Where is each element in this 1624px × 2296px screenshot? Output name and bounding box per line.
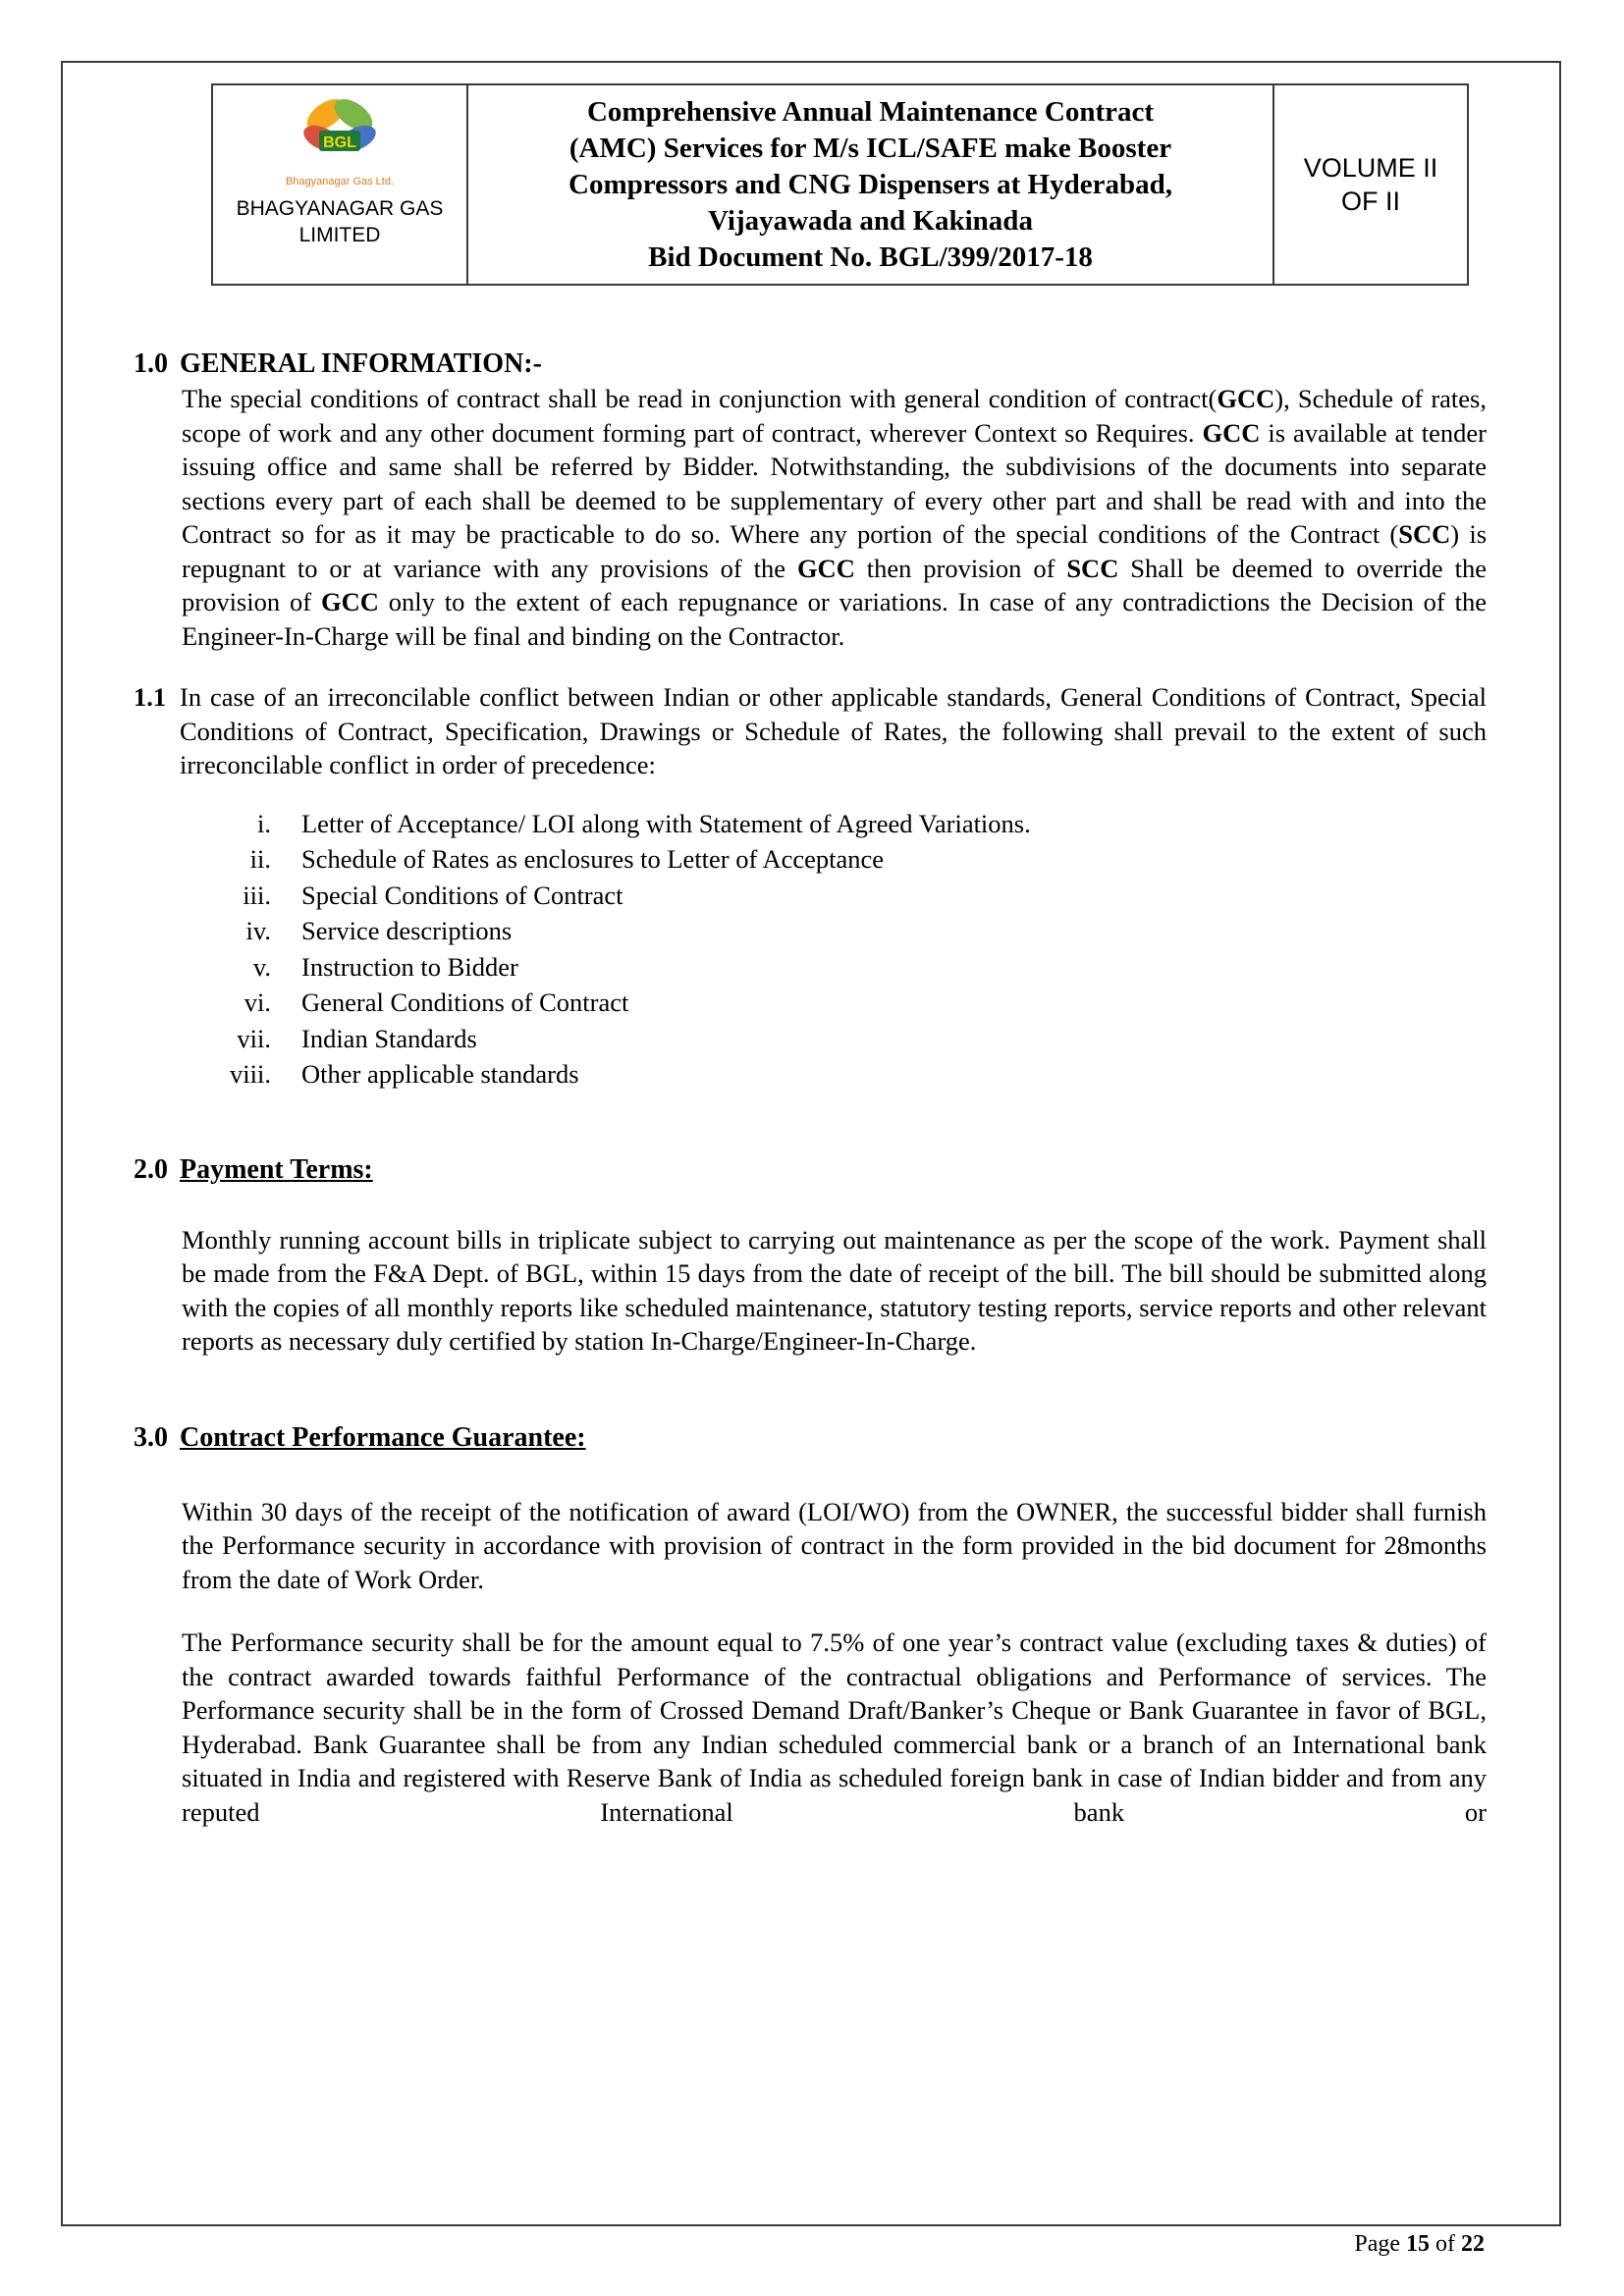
- list-item: [134, 806, 1487, 842]
- page-number-footer: [1354, 2230, 1485, 2258]
- volume-line-1: VOLUME II: [1303, 153, 1438, 183]
- section-2-paragraph: Monthly running account bills in triplicate subject to carrying out maintenance as per the scope of the work. Payment shall be made from the F&A Dept. of BGL, within 15 days from the date of receipt of the bill. The bill should be submitted along with the copies of all monthly reports like scheduled maintenance, statutory testing reports, service reports and other relevant reports as necessary duly certified by station In-Charge/Engineer-In-Charge.: [182, 1224, 1487, 1356]
- list-item-text: Service descriptions: [301, 916, 513, 945]
- org-name-line1: BHAGYANAGAR GAS: [236, 197, 444, 220]
- volume-cell: [1272, 85, 1467, 284]
- section-1-title: GENERAL INFORMATION:-: [180, 348, 542, 379]
- volume-line-2: OF II: [1341, 187, 1400, 216]
- document-body: [134, 346, 1487, 1829]
- section-1-1-paragraph: In case of an irreconcilable conflict between Indian or other applicable standards, General Conditions of Contract, Special Conditions of Contract, Specification, Drawings or Schedule of Rates, the following shall prevail to the extent of such irreconcilable conflict in order of precedence:: [180, 682, 1487, 779]
- title-cell: [466, 85, 1272, 284]
- list-item-text: General Conditions of Contract: [301, 988, 629, 1017]
- section-3-paragraph-1: Within 30 days of the receipt of the notification of award (LOI/WO) from the OWNER, the successful bidder shall furnish the Performance security in accordance with provision of contract in the form provided in the bid document for 28months from the date of Work Order.: [182, 1496, 1487, 1594]
- bid-document-number: Bid Document No. BGL/399/2017-18: [648, 241, 1093, 273]
- logo-subtext: Bhagyanagar Gas Ltd.: [285, 176, 395, 187]
- logo-text: BGL: [323, 134, 356, 151]
- list-item-numeral: v.: [252, 951, 271, 982]
- list-item-numeral: iv.: [245, 916, 271, 945]
- org-name-line2: LIMITED: [298, 224, 381, 246]
- section-2-number: 2.0: [134, 1153, 168, 1185]
- list-item-numeral: ii.: [249, 844, 271, 874]
- section-1-heading: [134, 346, 1487, 382]
- list-item-numeral: vii.: [237, 1023, 271, 1053]
- header-table: [211, 83, 1469, 286]
- document-title-line-3: Compressors and CNG Dispensers at Hyderabad,: [568, 169, 1172, 200]
- section-2-heading: [134, 1151, 1487, 1188]
- list-item: [134, 949, 1487, 986]
- document-title-line-4: Vijayawada and Kakinada: [708, 205, 1033, 237]
- footer-page-word: Page: [1354, 2231, 1400, 2257]
- list-item-text: Instruction to Bidder: [301, 951, 518, 982]
- list-item: [134, 878, 1487, 914]
- precedence-list: [134, 806, 1487, 1093]
- list-item-text: Special Conditions of Contract: [301, 880, 623, 910]
- list-item-text: Indian Standards: [301, 1023, 477, 1053]
- section-3-title: Contract Performance Guarantee:: [180, 1421, 586, 1453]
- document-title-line-2: (AMC) Services for M/s ICL/SAFE make Booster: [568, 133, 1172, 164]
- bgl-logo-icon: [289, 93, 391, 176]
- footer-of-word: of: [1435, 2231, 1455, 2257]
- list-item-numeral: viii.: [230, 1059, 271, 1089]
- list-item-numeral: vi.: [244, 988, 271, 1017]
- list-item-text: Other applicable standards: [301, 1059, 579, 1089]
- list-item: [134, 1021, 1487, 1057]
- logo-cell: [213, 85, 466, 284]
- footer-total-pages: 22: [1461, 2231, 1485, 2257]
- list-item: [134, 985, 1487, 1021]
- section-1-paragraph: The special conditions of contract shall be read in conjunction with general condition of contract(GCC), Schedule of rates, scope of work and any other document forming part of contract, wherever Context so Requires. GCC is available at tender issuing office and same shall be referred by Bidder. Notwithstanding, the subdivisions of the documents into separate sections every part of each shall be deemed to be supplementary of every other part and shall be read with and into the Contract so for as it may be practicable to do so. Where any portion of the special conditions of the Contract (SCC) is repugnant to or at variance with any provisions of the GCC then provision of SCC Shall be deemed to override the provision of GCC only to the extent of each repugnance or variations. In case of any contradictions the Decision of the Engineer-In-Charge will be final and binding on the Contractor.: [182, 384, 1488, 651]
- list-item: [134, 841, 1487, 878]
- list-item-text: Schedule of Rates as enclosures to Letter of Acceptance: [301, 844, 885, 874]
- list-item: [134, 913, 1487, 949]
- list-item-text: Letter of Acceptance/ LOI along with Statement of Agreed Variations.: [301, 808, 1031, 838]
- document-title-line-1: Comprehensive Annual Maintenance Contract: [586, 96, 1155, 128]
- list-item-numeral: i.: [257, 808, 271, 838]
- section-1-1: [134, 680, 1487, 782]
- footer-page-number: 15: [1406, 2231, 1430, 2257]
- section-1-1-number: 1.1: [134, 682, 167, 712]
- list-item: [134, 1056, 1487, 1093]
- section-3-heading: [134, 1419, 1487, 1456]
- section-3-paragraph-2: The Performance security shall be for the amount equal to 7.5% of one year’s contract value (excluding taxes & duties) of the contract awarded towards faithful Performance of the contractual obligations and Performance of services. The Performance security shall be in the form of Crossed Demand Draft/Banker’s Cheque or Bank Guarantee in favor of BGL, Hyderabad. Bank Guarantee shall be from any Indian scheduled commercial bank or a branch of an International bank situated in India and registered with Reserve Bank of India as scheduled foreign bank in case of Indian bidder and from any reputed International bank or: [182, 1628, 1487, 1827]
- section-2-title: Payment Terms:: [180, 1153, 373, 1185]
- list-item-numeral: iii.: [243, 880, 271, 910]
- section-1-number: 1.0: [134, 348, 168, 379]
- section-3-number: 3.0: [134, 1421, 168, 1453]
